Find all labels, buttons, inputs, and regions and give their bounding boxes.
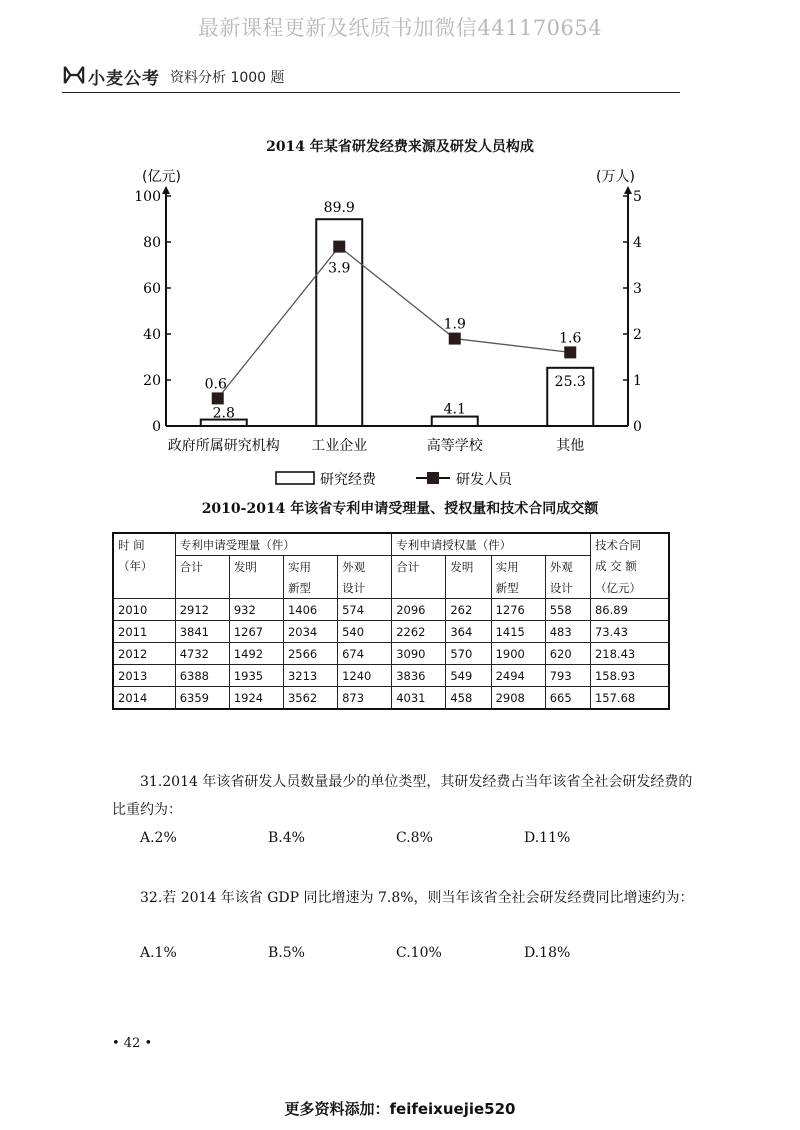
line-value-label: 3.9 <box>328 260 351 277</box>
left-axis-arrow-icon <box>162 186 170 194</box>
left-tick-label: 40 <box>143 327 161 343</box>
table-cell: 73.43 <box>590 621 669 643</box>
table-cell: 1924 <box>229 687 283 710</box>
table-cell: 158.93 <box>590 665 669 687</box>
table-cell-year: 2010 <box>113 599 175 621</box>
table-cell: 549 <box>446 665 491 687</box>
table-cell: 540 <box>338 621 392 643</box>
legend-bar-label: 研究经费 <box>320 472 376 488</box>
header-contract-3: （亿元） <box>590 577 669 599</box>
table-cell: 574 <box>338 599 392 621</box>
right-tick-label: 2 <box>633 327 642 343</box>
table-cell: 3213 <box>283 665 337 687</box>
watermark-text: 最新课程更新及纸质书加微信441170654 <box>197 16 603 40</box>
bar-value-label: 4.1 <box>443 401 466 418</box>
line-point-1 <box>212 392 224 404</box>
chart-title: 2014 年某省研发经费来源及研发人员构成 <box>266 139 534 155</box>
table-cell: 1492 <box>229 643 283 665</box>
question-31-options <box>140 830 700 846</box>
page-number: • 42 • <box>112 1036 153 1051</box>
table-cell: 3562 <box>283 687 337 710</box>
header-year: （年） <box>113 556 175 578</box>
table-cell-year: 2013 <box>113 665 175 687</box>
table-cell: 1935 <box>229 665 283 687</box>
table-cell: 2034 <box>283 621 337 643</box>
table-cell: 2566 <box>283 643 337 665</box>
header-app-design: 外观 <box>338 556 392 578</box>
q31-option-d[interactable]: D.11% <box>524 830 571 846</box>
header-grants: 专利申请授权量（件） <box>392 533 591 556</box>
table-cell: 2096 <box>392 599 446 621</box>
header-grant-design-2: 设计 <box>545 577 590 599</box>
brand-logo-text: 小麦公考 <box>88 69 160 89</box>
table-cell: 1406 <box>283 599 337 621</box>
question-32-text: 32.若 2014 年该省 GDP 同比增速为 7.8%，则当年该省全社会研发经费同比增速约为： <box>140 890 694 906</box>
table-cell: 873 <box>338 687 392 710</box>
table-cell-year: 2014 <box>113 687 175 710</box>
table-cell: 3090 <box>392 643 446 665</box>
table-cell: 2494 <box>491 665 545 687</box>
header-app-utility: 实用 <box>283 556 337 578</box>
line-value-label: 0.6 <box>204 376 227 393</box>
table-row <box>113 687 669 710</box>
bar-3 <box>432 417 478 426</box>
header-grant-invention: 发明 <box>446 556 491 578</box>
right-axis-unit: (万人) <box>596 169 635 185</box>
table-cell: 3841 <box>175 621 229 643</box>
q32-option-d[interactable]: D.18% <box>524 945 571 961</box>
table-cell: 364 <box>446 621 491 643</box>
header-grant-design: 外观 <box>545 556 590 578</box>
header-app-utility-2: 新型 <box>283 577 337 599</box>
table-row <box>113 643 669 665</box>
bar-value-label: 2.8 <box>212 405 235 422</box>
table-cell: 2912 <box>175 599 229 621</box>
table-cell: 558 <box>545 599 590 621</box>
question-32 <box>112 884 702 912</box>
table-cell: 483 <box>545 621 590 643</box>
right-axis-arrow-icon <box>624 186 632 194</box>
table-cell: 793 <box>545 665 590 687</box>
category-label: 高等学校 <box>426 438 483 454</box>
table-cell: 458 <box>446 687 491 710</box>
table-cell: 1276 <box>491 599 545 621</box>
table-cell: 2262 <box>392 621 446 643</box>
table-row <box>113 665 669 687</box>
q32-option-b[interactable]: B.5% <box>268 945 305 961</box>
table-cell: 1267 <box>229 621 283 643</box>
left-tick-label: 20 <box>143 373 161 389</box>
question-31 <box>112 768 702 824</box>
right-tick-label: 3 <box>633 281 642 297</box>
q32-option-a[interactable]: A.1% <box>140 945 177 961</box>
header-contract-2: 成 交 额 <box>590 556 669 578</box>
table-row <box>113 621 669 643</box>
table-row <box>113 599 669 621</box>
header-grant-total: 合计 <box>392 556 446 578</box>
q32-option-c[interactable]: C.10% <box>396 945 442 961</box>
left-tick-label: 0 <box>152 419 161 435</box>
left-axis-unit: (亿元) <box>142 169 181 185</box>
table-cell: 1240 <box>338 665 392 687</box>
table-cell: 86.89 <box>590 599 669 621</box>
bar-value-label: 25.3 <box>554 373 586 390</box>
table-cell: 157.68 <box>590 687 669 710</box>
line-point-4 <box>564 346 576 358</box>
rd-chart <box>0 0 800 500</box>
right-tick-label: 4 <box>633 235 642 251</box>
header-grant-utility: 实用 <box>491 556 545 578</box>
table-cell: 1415 <box>491 621 545 643</box>
left-tick-label: 60 <box>143 281 161 297</box>
legend-line-marker <box>427 472 439 484</box>
header-applications: 专利申请受理量（件） <box>175 533 392 556</box>
line-point-2 <box>333 241 345 253</box>
table-cell: 674 <box>338 643 392 665</box>
line-value-label: 1.6 <box>559 330 582 347</box>
table-cell: 3836 <box>392 665 446 687</box>
q31-option-a[interactable]: A.2% <box>140 830 177 846</box>
header-grant-utility-2: 新型 <box>491 577 545 599</box>
header-contract-1: 技术合同 <box>590 533 669 556</box>
right-tick-label: 0 <box>633 419 642 435</box>
header-app-invention: 发明 <box>229 556 283 578</box>
header-app-total: 合计 <box>175 556 229 578</box>
legend-line-label: 研发人员 <box>456 472 512 488</box>
table-cell-year: 2012 <box>113 643 175 665</box>
table-title: 2010-2014 年该省专利申请受理量、授权量和技术合同成交额 <box>201 501 599 517</box>
table-cell: 6359 <box>175 687 229 710</box>
header-time: 时 间 <box>113 533 175 556</box>
right-tick-label: 5 <box>633 189 642 205</box>
table-cell: 6388 <box>175 665 229 687</box>
bar-value-label: 89.9 <box>323 200 355 217</box>
table-cell: 620 <box>545 643 590 665</box>
category-label: 工业企业 <box>311 438 368 454</box>
table-cell: 570 <box>446 643 491 665</box>
footer-contact: 更多资料添加：feifeixuejie520 <box>284 1100 516 1118</box>
right-tick-label: 1 <box>633 373 642 389</box>
left-tick-label: 80 <box>143 235 161 251</box>
line-point-3 <box>449 333 461 345</box>
table-cell: 2908 <box>491 687 545 710</box>
category-label: 政府所属研究机构 <box>167 438 280 454</box>
table-cell: 932 <box>229 599 283 621</box>
category-label: 其他 <box>556 438 585 454</box>
table-cell: 262 <box>446 599 491 621</box>
table-cell: 665 <box>545 687 590 710</box>
question-31-text: 31.2014 年该省研发人员数量最少的单位类型，其研发经费占当年该省全社会研发经费的比重约为： <box>112 774 693 818</box>
table-cell: 4031 <box>392 687 446 710</box>
question-32-options <box>140 945 700 961</box>
line-series-path <box>218 247 571 399</box>
patent-table <box>112 532 670 710</box>
header-app-design-2: 设计 <box>338 577 392 599</box>
table-cell: 4732 <box>175 643 229 665</box>
q31-option-b[interactable]: B.4% <box>268 830 305 846</box>
q31-option-c[interactable]: C.8% <box>396 830 433 846</box>
table-cell-year: 2011 <box>113 621 175 643</box>
line-value-label: 1.9 <box>443 316 466 333</box>
table-cell: 218.43 <box>590 643 669 665</box>
legend-bar-swatch <box>276 472 314 484</box>
left-tick-label: 100 <box>134 189 161 205</box>
table-cell: 1900 <box>491 643 545 665</box>
book-title: 资料分析 1000 题 <box>170 70 285 86</box>
